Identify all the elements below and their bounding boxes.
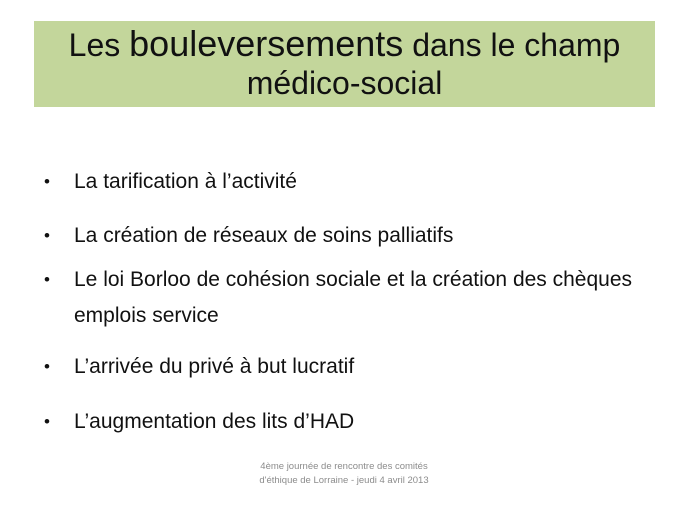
bullet-text: L’augmentation des lits d’HAD (74, 410, 355, 433)
slide-title-line-2: médico-social (246, 65, 443, 101)
bullet-dot-icon: • (44, 357, 50, 376)
footer-line-2: d'éthique de Lorraine - jeudi 4 avril 2013 (259, 475, 429, 486)
bullet-item (44, 353, 664, 381)
bullet-dot-icon: • (44, 412, 50, 431)
bullet-text: La création de réseaux de soins palliatifs (74, 224, 454, 247)
bullet-dot-icon: • (44, 172, 50, 191)
bullet-dot-icon: • (44, 270, 50, 289)
slide-title-line-1 (34, 25, 655, 64)
bullet-item (44, 168, 664, 196)
bullet-text: Le loi Borloo de cohésion sociale et la création des chèques emplois service (74, 268, 633, 327)
bullet-text: La tarification à l’activité (74, 170, 297, 193)
bullet-dot-icon: • (44, 226, 50, 245)
bullet-item (44, 222, 664, 250)
footer-line-1: 4ème journée de rencontre des comités (260, 461, 428, 472)
title-part-2: bouleversements (129, 23, 404, 64)
slide-title-box (34, 21, 655, 107)
bullet-text: L’arrivée du privé à but lucratif (74, 355, 355, 378)
title-part-1: Les (68, 27, 130, 63)
title-part-3: dans le champ (403, 27, 621, 63)
bullet-item (44, 266, 664, 334)
bullet-item (44, 408, 664, 436)
slide-footer (216, 460, 472, 488)
